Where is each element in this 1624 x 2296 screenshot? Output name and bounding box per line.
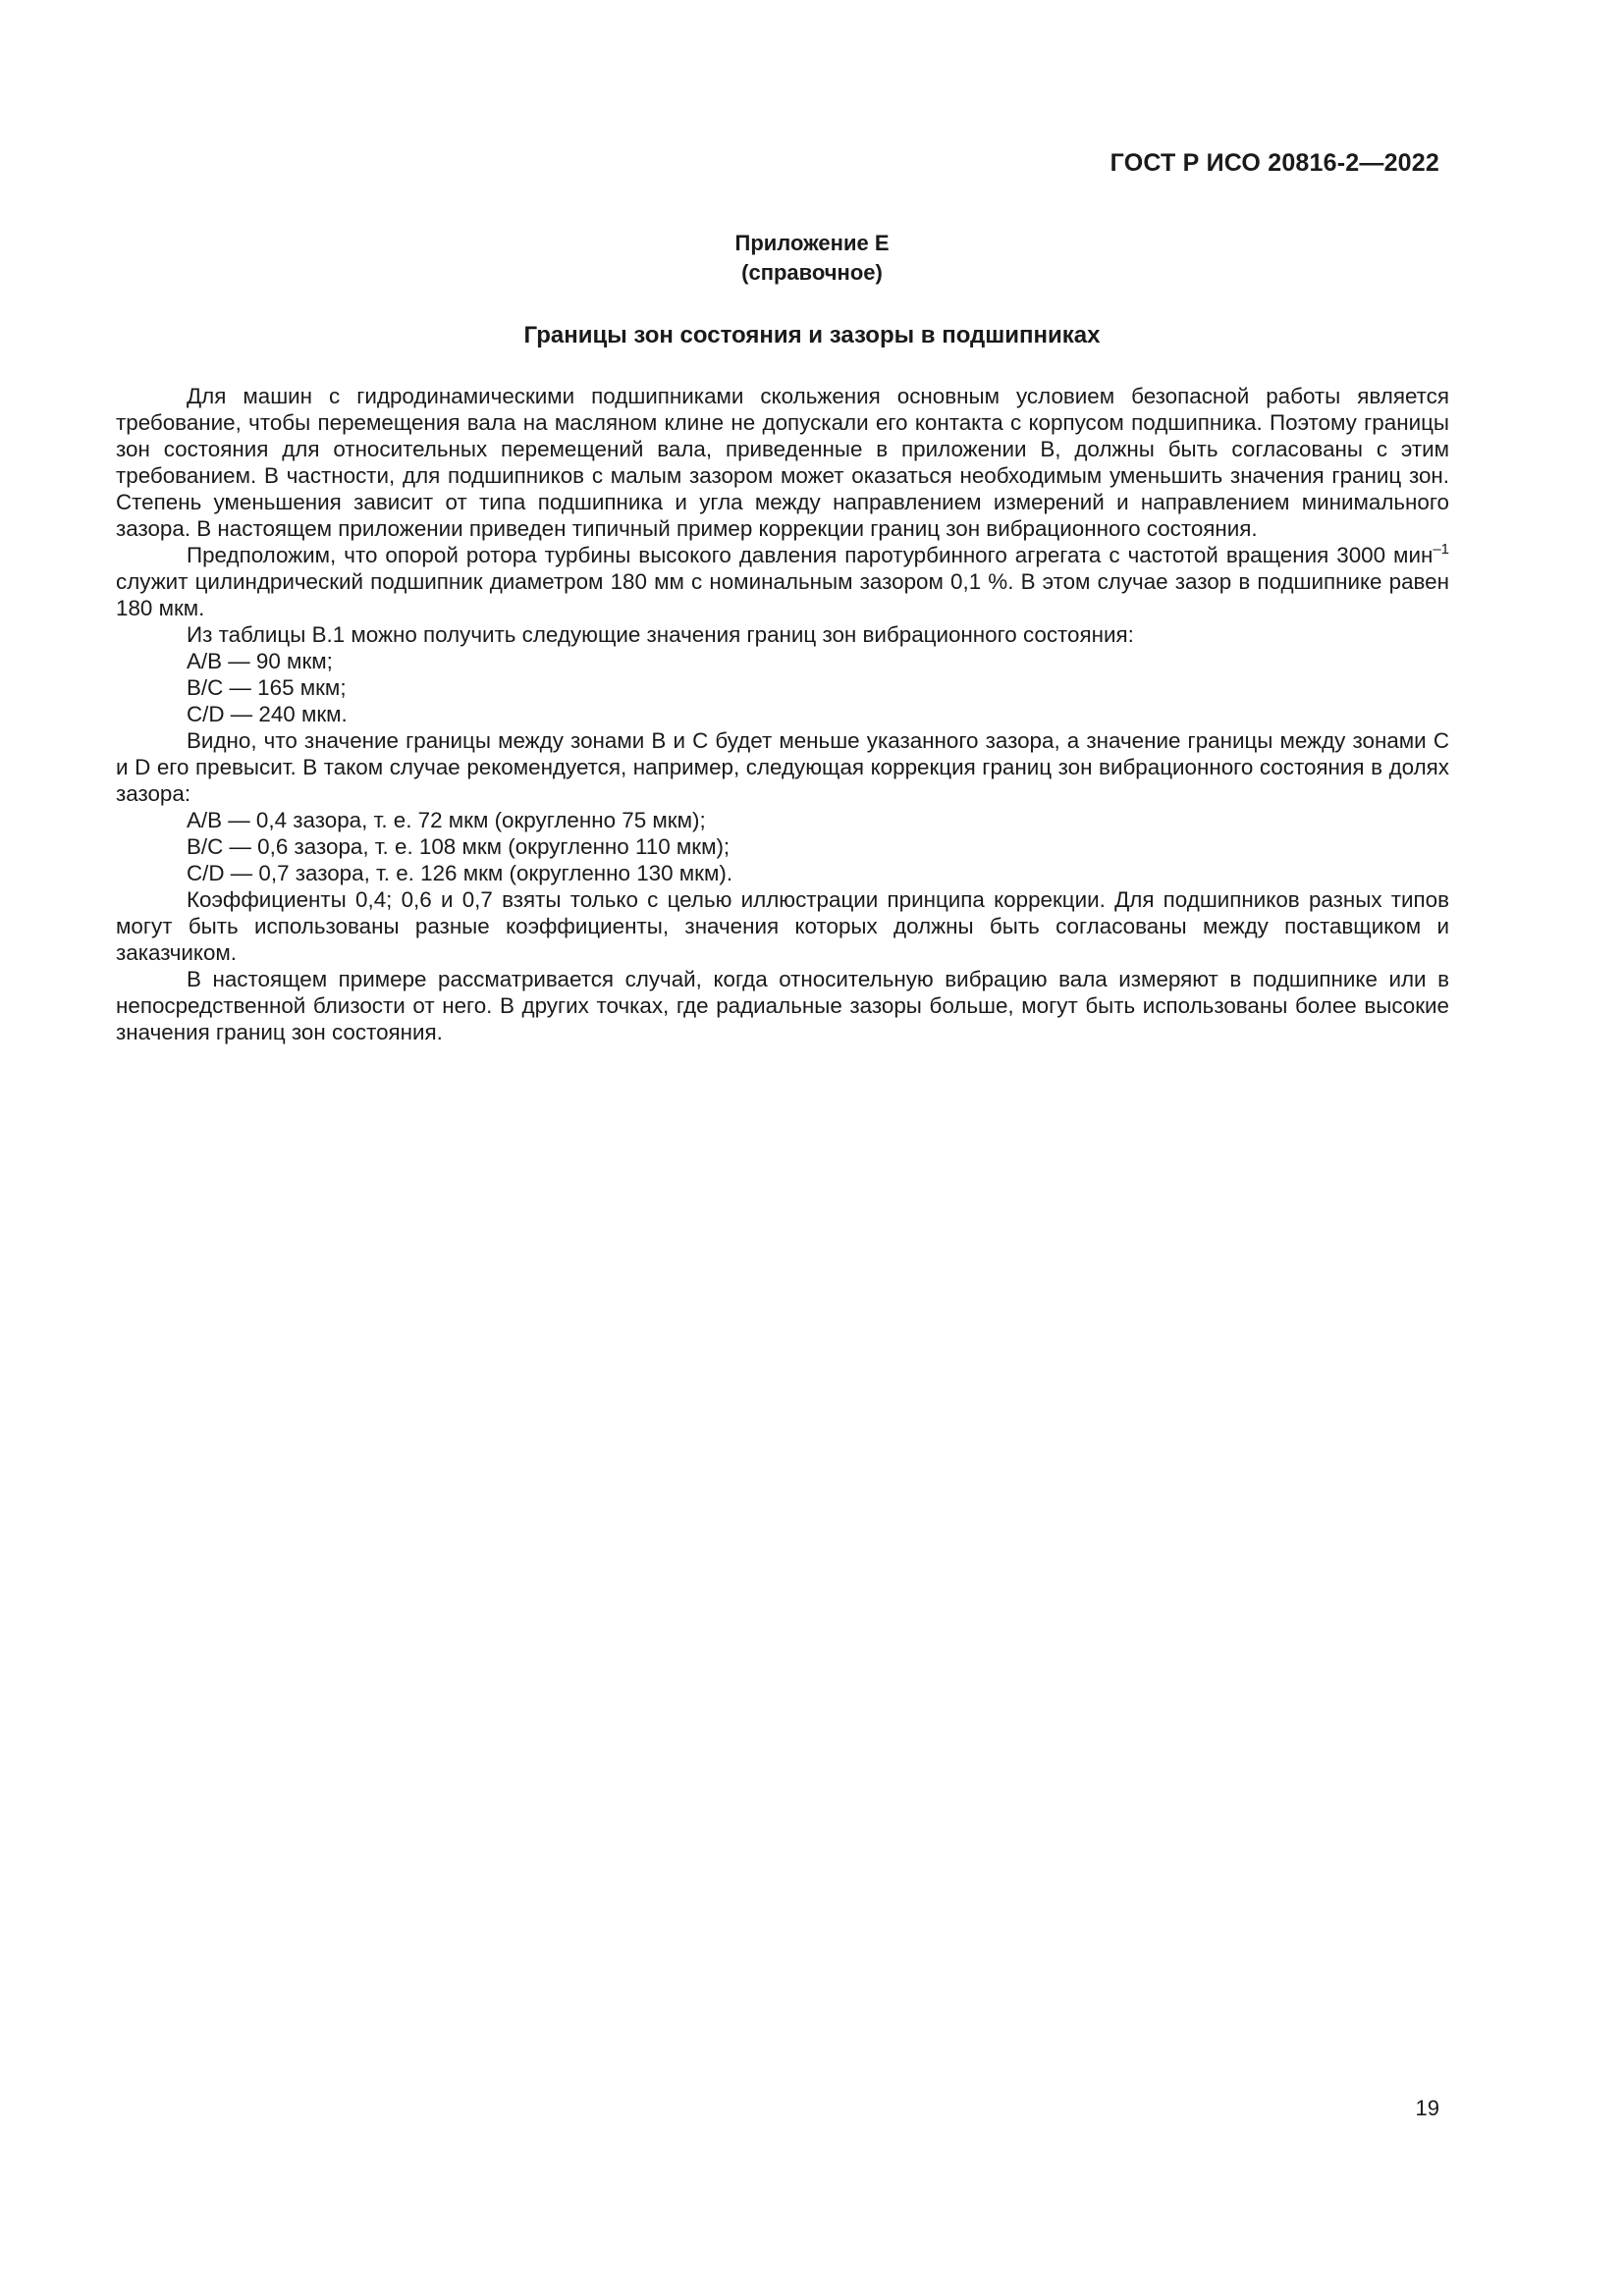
paragraph: Для машин с гидродинамическими подшипниками скольжения основным условием безопасной работы является требование, чтобы перемещения вала на масляном клине не допускали его контакта с корпусом подшипника. Поэтому границы зон состояния для относительных перемещений вала, приведенные в приложении В, должны быть согласованы с этим требованием. В частности, для подшипников с малым зазором может оказаться необходимым уменьшить значения границ зон. Степень уменьшения зависит от типа подшипника и угла между направлением измерений и направлением минимального зазора. В настоящем приложении приведен типичный пример коррекции границ зон вибрационного состояния. <box>116 384 1449 541</box>
paragraph <box>116 542 1449 621</box>
page-number: 19 <box>1415 2096 1439 2120</box>
section-title: Границы зон состояния и зазоры в подшипниках <box>523 322 1101 348</box>
paragraph-text: служит цилиндрический подшипник диаметром 180 мм с номинальным зазором 0,1 %. В этом случае зазор в подшипнике равен 180 мкм. <box>116 569 1449 620</box>
superscript: –1 <box>1433 541 1449 558</box>
list-item: A/B — 0,4 зазора, т. е. 72 мкм (округленно 75 мкм); <box>187 808 706 832</box>
annex-heading <box>0 229 1624 288</box>
paragraph: В настоящем примере рассматривается случай, когда относительную вибрацию вала измеряют в подшипнике или в непосредственной близости от него. В других точках, где радиальные зазоры больше, могут быть использованы более высокие значения границ зон состояния. <box>116 967 1449 1044</box>
paragraph: Коэффициенты 0,4; 0,6 и 0,7 взяты только с целью иллюстрации принципа коррекции. Для подшипников разных типов могут быть использованы разные коэффициенты, значения которых должны быть согласованы между поставщиком и заказчиком. <box>116 887 1449 965</box>
body-text <box>116 383 1449 1045</box>
list-item: B/C — 165 мкм; <box>187 675 347 700</box>
paragraph-text: Предположим, что опорой ротора турбины высокого давления паротурбинного агрегата с частотой вращения 3000 мин <box>187 543 1434 567</box>
document-code: ГОСТ Р ИСО 20816-2—2022 <box>1110 149 1439 177</box>
paragraph: Из таблицы В.1 можно получить следующие значения границ зон вибрационного состояния: <box>187 622 1134 647</box>
annex-status: (справочное) <box>741 260 883 285</box>
list-item: C/D — 240 мкм. <box>187 702 348 726</box>
list-item: B/C — 0,6 зазора, т. е. 108 мкм (округленно 110 мкм); <box>187 834 731 859</box>
list-item: C/D — 0,7 зазора, т. е. 126 мкм (округленно 130 мкм). <box>187 861 733 885</box>
annex-title: Приложение Е <box>734 231 890 255</box>
paragraph: Видно, что значение границы между зонами В и С будет меньше указанного зазора, а значение границы между зонами С и D его превысит. В таком случае рекомендуется, например, следующая коррекция границ зон вибрационного состояния в долях зазора: <box>116 728 1449 806</box>
list-item: A/B — 90 мкм; <box>187 649 333 673</box>
